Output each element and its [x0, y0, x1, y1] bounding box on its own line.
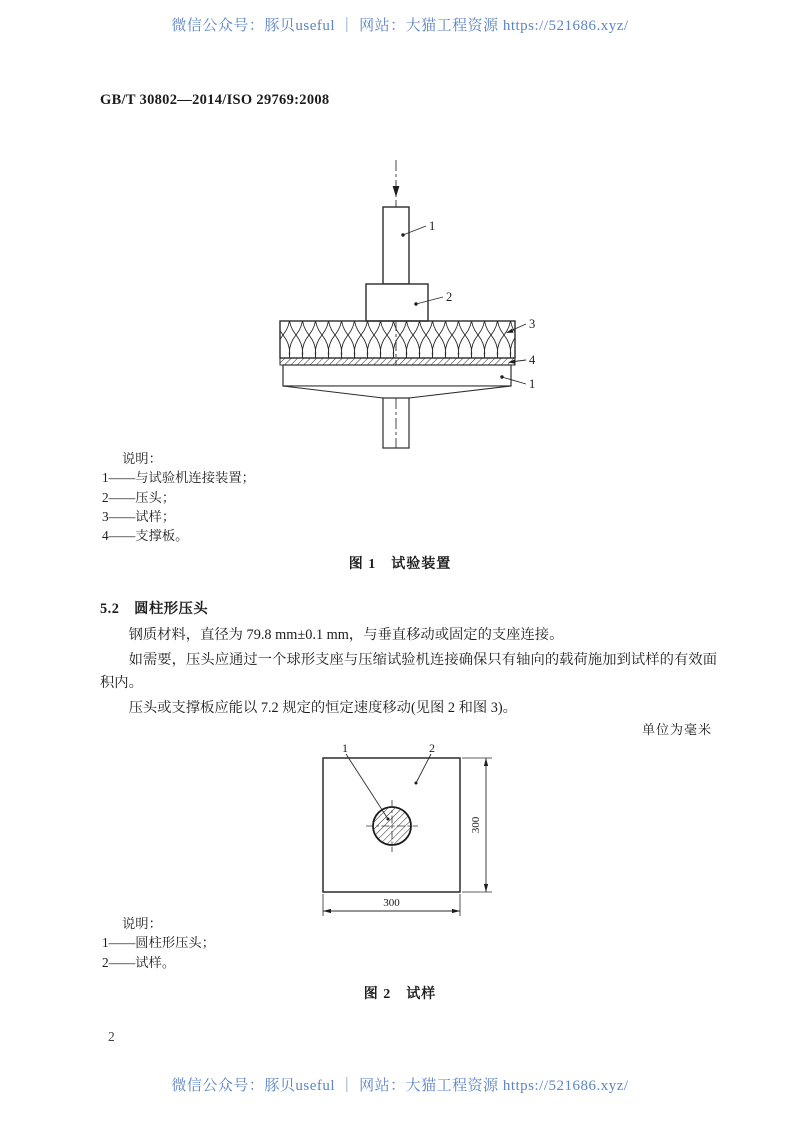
leader-dot-f2-1 — [387, 818, 390, 821]
figure1-label-1-top: 1 — [429, 219, 436, 233]
dim-value-height: 300 — [470, 816, 482, 834]
figure2-label-1: 1 — [342, 741, 348, 755]
legend-item: 2——试样。 — [102, 954, 176, 970]
dim-arrow-right — [452, 909, 460, 913]
section-body — [100, 624, 717, 720]
figure2-svg — [300, 740, 510, 920]
section-heading: 5.2 圆柱形压头 — [100, 601, 209, 617]
legend-item: 2——压头； — [102, 489, 176, 505]
figure2-legend — [102, 914, 216, 972]
dim-arrow-up — [484, 758, 488, 766]
figure1-label-3: 3 — [529, 317, 536, 331]
specimen-slab — [280, 321, 515, 358]
dim-value-width: 300 — [383, 897, 400, 909]
legend-item: 4——支撑板。 — [102, 528, 189, 544]
dim-arrow-down — [484, 884, 488, 892]
standard-code: GB/T 30802—2014/ISO 29769:2008 — [100, 92, 330, 108]
lower-fixture-taper — [283, 386, 511, 398]
figure1-label-1-bottom: 1 — [529, 377, 536, 391]
indenter-block — [366, 284, 428, 321]
support-plate — [280, 358, 515, 365]
connecting-rod — [383, 207, 409, 284]
footer-banner: 微信公众号：豚贝useful ｜ 网站：大猫工程资源 https://521686.xyz/ — [171, 1078, 629, 1094]
figure1-test-apparatus-diagram — [270, 150, 560, 450]
figure1-label-2: 2 — [446, 290, 453, 304]
page-number: 2 — [108, 1029, 115, 1044]
load-arrow-icon — [393, 186, 400, 197]
dim-arrow-left — [323, 909, 331, 913]
figure1-svg — [270, 150, 560, 450]
figure2-specimen-diagram — [300, 740, 510, 920]
figure1-caption: 图 1 试验装置 — [348, 557, 452, 572]
legend-title: 说明： — [122, 916, 162, 931]
legend-item: 1——圆柱形压头； — [102, 935, 216, 951]
leader-dot-f2-2 — [415, 782, 418, 785]
legend-item: 3——试样； — [102, 508, 176, 524]
paragraph: 如需要，压头应通过一个球形支座与压缩试验机连接确保只有轴向的载荷施加到试样的有效面积内。 — [100, 652, 717, 691]
legend-title: 说明： — [122, 451, 162, 466]
paragraph: 压头或支撑板应能以 7.2 规定的恒定速度移动(见图 2 和图 3)。 — [128, 700, 517, 716]
figure1-legend — [102, 449, 255, 545]
figure2-caption: 图 2 试样 — [363, 987, 437, 1002]
figure1-label-4: 4 — [529, 353, 536, 367]
unit-note: 单位为毫米 — [641, 722, 712, 737]
paragraph: 钢质材料，直径为 79.8 mm±0.1 mm，与垂直移动或固定的支座连接。 — [128, 627, 564, 643]
header-banner: 微信公众号：豚贝useful ｜ 网站：大猫工程资源 https://521686.xyz/ — [171, 18, 629, 34]
figure2-label-2: 2 — [429, 741, 435, 755]
legend-item: 1——与试验机连接装置； — [102, 470, 255, 486]
lower-fixture-band — [283, 365, 511, 386]
